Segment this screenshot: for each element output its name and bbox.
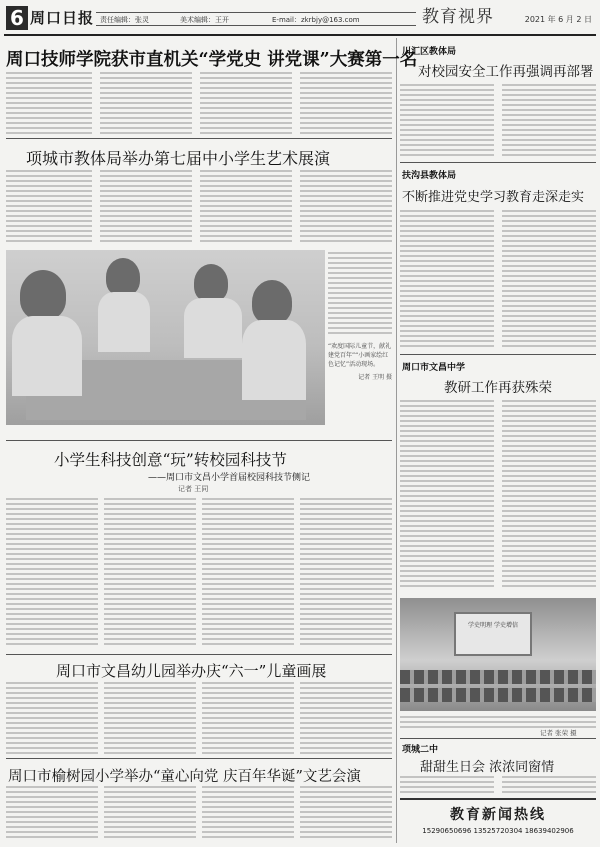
section-title: 教育视界	[422, 7, 494, 27]
article-body	[300, 170, 392, 245]
news-hotline-box	[400, 798, 596, 842]
article-body	[202, 786, 294, 841]
header-rule	[4, 34, 596, 36]
article-byline: 记者 王同	[178, 485, 209, 493]
article-kicker: 项城二中	[402, 745, 439, 755]
article-body	[6, 72, 92, 137]
article-body	[502, 210, 596, 350]
article-divider	[400, 354, 596, 355]
article-kicker: 周口市文昌中学	[402, 363, 466, 373]
edition-item: 美术编辑：王开	[180, 16, 229, 24]
article-body	[200, 72, 292, 137]
article-subtitle: ——周口市文昌小学首届校园科技节侧记	[148, 473, 311, 483]
caption-text: “欢度国际儿童节，献礼建党百年”“小画家绘红色记忆”活动现场。	[328, 343, 392, 368]
article-kicker: 扶沟县教体局	[402, 171, 457, 181]
article-headline: 周口技师学院获市直机关“学党史 讲党课”大赛第一名	[6, 50, 418, 70]
child-figure	[184, 298, 242, 358]
article-body	[300, 682, 392, 757]
article-divider	[6, 138, 392, 139]
newspaper-logo: 周口日报	[30, 9, 95, 27]
article-body	[104, 498, 196, 648]
child-figure	[252, 280, 292, 324]
edition-item: 责任编辑：张灵	[100, 16, 149, 24]
article-headline: 不断推进党史学习教育走深走实	[402, 190, 585, 205]
child-figure	[194, 264, 228, 302]
article-body	[502, 776, 596, 796]
article-body	[104, 786, 196, 841]
article-body	[6, 170, 92, 245]
article-headline: 小学生科技创意“玩”转校园科技节	[54, 451, 287, 469]
photo-credit: 记者 张荣 摄	[540, 729, 577, 737]
article-body	[300, 786, 392, 841]
article-body	[100, 72, 192, 137]
article-body	[104, 682, 196, 757]
audience-row	[400, 688, 596, 702]
photo-credit: 记者 王明 摄	[358, 374, 392, 381]
article-headline: 项城市教体局举办第七届中小学生艺术展演	[26, 149, 331, 168]
article-divider	[400, 162, 596, 163]
article-headline: 周口市文昌幼儿园举办庆“六一”儿童画展	[56, 662, 327, 680]
page-number: 6	[6, 6, 28, 30]
masthead	[0, 0, 600, 34]
article-body	[400, 400, 494, 590]
article-headline: 教研工作再获殊荣	[444, 380, 552, 396]
article-body	[6, 498, 98, 648]
article-body	[6, 682, 98, 757]
stage-screen	[454, 612, 532, 656]
article-body	[300, 72, 392, 137]
article-divider	[6, 654, 392, 655]
article-body	[400, 776, 494, 796]
article-body	[400, 210, 494, 350]
article-headline: 对校园安全工作再强调再部署	[418, 64, 594, 80]
hotline-numbers: 15290650696 13525720304 18639402906	[422, 827, 574, 835]
article-body	[100, 170, 192, 245]
audience-row	[400, 670, 596, 684]
child-figure	[12, 316, 82, 396]
article-headline: 甜甜生日会 浓浓同窗情	[420, 760, 555, 775]
article-body	[502, 400, 596, 590]
child-figure	[20, 270, 66, 320]
edition-item: E-mail：zkrbjy@163.com	[272, 16, 360, 24]
children-crafts-photo	[6, 250, 325, 425]
article-divider	[6, 440, 392, 441]
child-figure	[98, 292, 150, 352]
photo-caption	[328, 342, 392, 437]
article-body	[202, 498, 294, 648]
article-body	[300, 498, 392, 648]
article-body	[328, 252, 392, 337]
child-figure	[106, 258, 140, 296]
article-body	[502, 84, 596, 159]
article-divider	[400, 738, 596, 739]
edition-bar	[96, 12, 416, 26]
article-headline: 周口市榆树园小学举办“童心向党 庆百年华诞”文艺会演	[8, 769, 361, 785]
article-divider	[6, 758, 392, 759]
article-body	[400, 84, 494, 159]
publication-date: 2021 年 6 月 2 日	[524, 15, 592, 24]
article-body	[200, 170, 292, 245]
stage-screen-text: 学史明理 学史增信	[468, 622, 518, 629]
article-body	[6, 786, 98, 841]
child-figure	[242, 320, 306, 400]
article-body	[202, 682, 294, 757]
award-ceremony-photo	[400, 598, 596, 711]
hotline-title: 教育新闻热线	[450, 807, 546, 823]
column-divider	[396, 38, 397, 843]
article-kicker: 川汇区教体局	[402, 47, 457, 57]
